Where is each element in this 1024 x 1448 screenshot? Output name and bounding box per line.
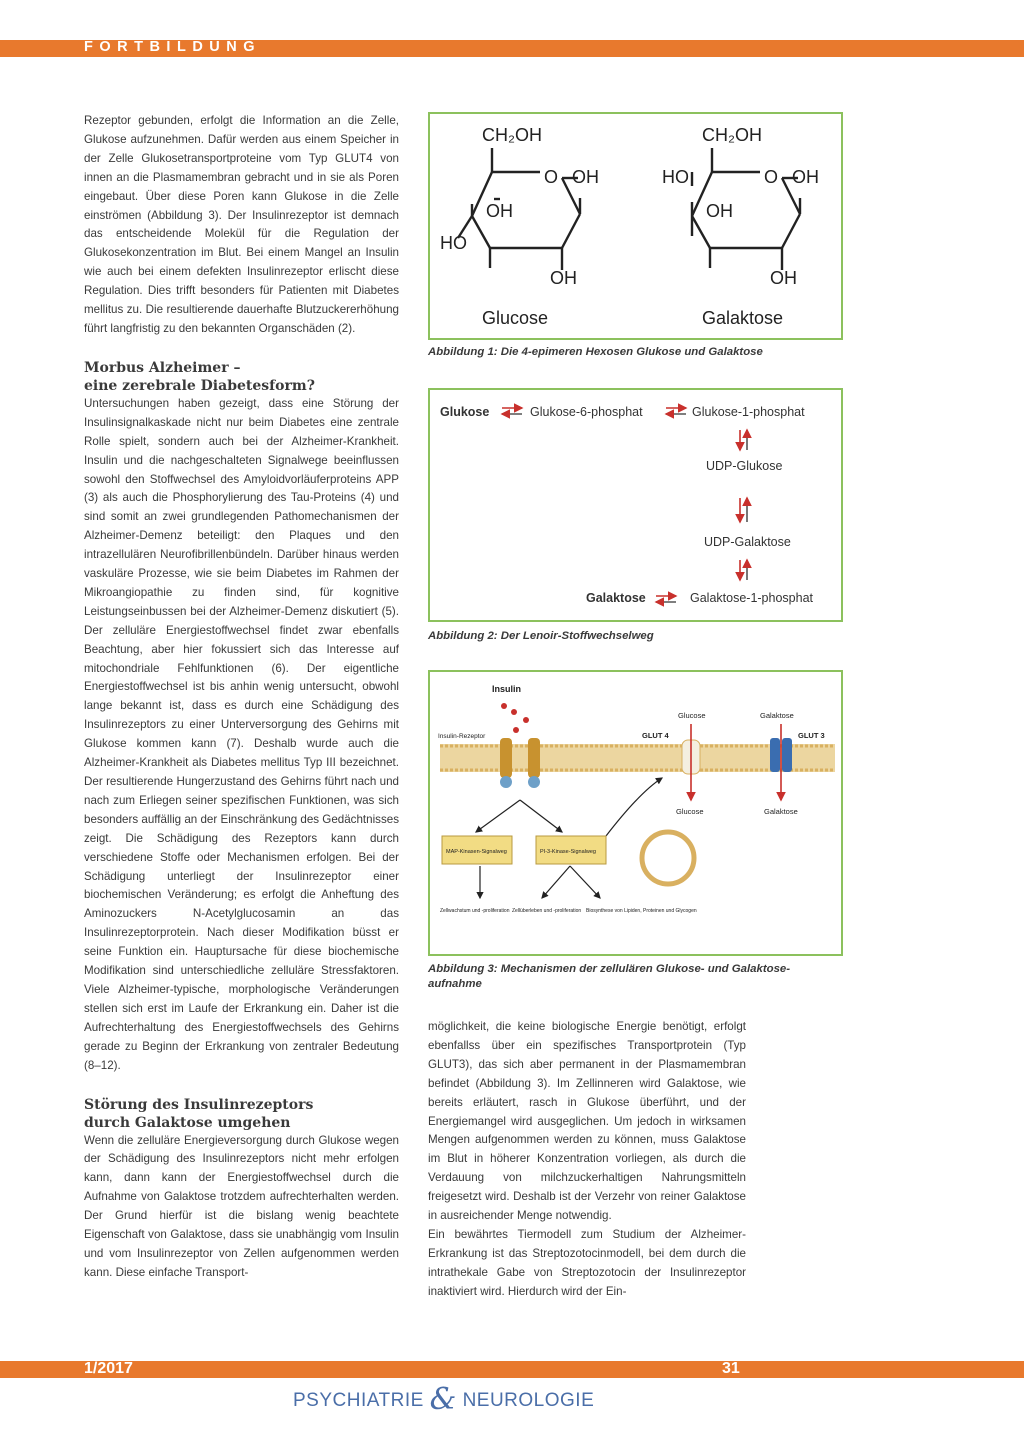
footer-bar: [0, 1361, 1024, 1378]
left-column: [84, 112, 399, 1283]
fig3-out1: Zellwachstum und -proliferation: [440, 908, 510, 914]
journal-name-right: NEUROLOGIE: [462, 1390, 595, 1411]
journal-ampersand: &: [429, 1382, 457, 1417]
fig1-glucose-name: Glucose: [482, 308, 549, 328]
fig2-udp-glukose: UDP-Glukose: [706, 459, 783, 473]
fig2-glukose: Glukose: [440, 405, 490, 419]
fig3-out2: Zellüberleben und -proliferation: [512, 908, 582, 914]
figure3-box: [428, 670, 843, 956]
right-paragraph-2: Ein bewährtes Tiermodell zum Studium der Alzheimer-Erkrankung ist das Streptozotocinmodell, bei dem durch die intrathekale Gabe von Streptozotocin der Insulinrezeptor inaktiviert wird. Hierdurch wird der Ein-: [428, 1227, 746, 1298]
journal-name-left: PSYCHIATRIE: [293, 1390, 424, 1411]
journal-logo: [293, 1382, 594, 1417]
figure2-box: [428, 388, 843, 622]
figure1-box: [428, 112, 843, 340]
right-column: [428, 1018, 746, 1302]
fig1-oh-bottom-left: OH: [550, 268, 577, 288]
issue-number: 1/2017: [84, 1360, 133, 1377]
section2-title-line2: durch Galaktose umgehen: [84, 1114, 291, 1131]
fig3-glut4-label: GLUT 4: [642, 731, 669, 740]
section2-title-line1: Störung des Insulinrezeptors: [84, 1096, 314, 1113]
fig3-insulin: Insulin: [492, 684, 521, 694]
header-bar: [0, 40, 1024, 57]
right-paragraph-1: möglichkeit, die keine biologische Energie benötigt, erfolgt ebenfallss über ein spezifisches Transportprotein (Typ GLUT3), das sich aber permanent in der Plasmamembran befindet (Abbildung 3). Im Zellinneren wird Galaktose, wie bereits erläutert, rasch in Glukose überführt, und der Energiemangel wird ausgeglichen. Um jedoch in wirksamen Mengen aufgenommen werden zu können, muss Galaktose im Blut in höherer Konzentration vorliegen, als durch die Verdauung von milchzuckerhaltigen Nahrungsmitteln freigesetzt wird. Deshalb ist der Verzehr von reiner Galaktose in ausreichender Menge notwendig.: [428, 1020, 746, 1223]
fig3-map-label: MAP-Kinasen-Signalweg: [446, 849, 507, 855]
section1-title: [84, 359, 399, 395]
fig3-galaktose-bottom: Galaktose: [764, 807, 798, 816]
fig1-ho-right: HO: [662, 167, 689, 187]
fig3-receptor-label: Insulin-Rezeptor: [438, 733, 486, 740]
fig1-oh-c4-right: OH: [706, 201, 733, 221]
fig3-glut3: [770, 738, 780, 772]
figure1-diagram: [430, 114, 841, 338]
figure3-diagram: [430, 672, 841, 954]
figure3-caption-line2: aufnahme: [428, 978, 482, 990]
section-label: FORTBILDUNG: [84, 39, 262, 55]
section1-title-line1: Morbus Alzheimer –: [84, 359, 241, 376]
section2-paragraph: Wenn die zelluläre Energieversorgung durch Glukose wegen der Schädigung des Insulinrezeptors nicht mehr erfolgen kann, dann kann der Energiestoffwechsel durch die Aufnahme von Galaktose trotzdem aufrechterhalten werden. Der Grund hierfür ist die bislang wenig beachtete Eigenschaft von Galaktose, dass sie unabhängig vom Insulin und vom Insulinrezeptor von Zellen aufgenommen werden kann. Diese einfache Transport-: [84, 1133, 399, 1279]
fig1-ch2oh-right: CH₂OH: [702, 125, 762, 145]
fig3-glucose-top: Glucose: [678, 711, 706, 720]
fig2-g6p: Glukose-6-phosphat: [530, 405, 643, 419]
fig3-glut3-label: GLUT 3: [798, 731, 825, 740]
fig3-receptor: [500, 738, 512, 778]
section2-title: [84, 1096, 399, 1132]
fig1-oh-anomeric-left: OH: [572, 167, 599, 187]
section1-title-line2: eine zerebrale Diabetesform?: [84, 377, 315, 394]
fig1-ho-left: HO: [440, 233, 467, 253]
fig1-o-left: O: [544, 167, 559, 187]
fig1-ch2oh-left: CH₂OH: [482, 125, 542, 145]
fig1-oh-c4-left: OH: [486, 201, 513, 221]
fig2-g1p: Glukose-1-phosphat: [692, 405, 805, 419]
fig3-vesicle: [642, 832, 694, 884]
section1-paragraph: Untersuchungen haben gezeigt, dass eine Störung der Insulinsignalkaskade nicht nur beim Diabetes eine zentrale Rolle spielt, sondern auch bei der Alzheimer-Krankheit. Insulin und die nachgeschalteten Signalwege beeinflussen sowohl den Stoffwechsel des Amyloidvorläuferproteins APP (3) als auch die Phosphorylierung des Tau-Proteins (4) und sind somit an zwei grundlegenden Pathomechanismen der Alzheimer-Demenz beteiligt: den Plaques und den intrazellulären Neurofibrillenbündeln. Darüber hinaus werden vaskuläre Prozesse, wie sie beim Diabetes im Rahmen der Mikroangiopathie zu finden sind, für kognitive Leistungseinbussen bei der Alzheimer-Demenz diskutiert (5). Der zelluläre Energiestoffwechsel findet zwar ebenfalls Beachtung, aber hier fokussiert sich das Interesse auf mitochondriale Fehlfunktionen (6). Der eigentliche Energiestoffwechsel ist bis anhin wenig untersucht, obwohl lange bekannt ist, dass es durch eine Schädigung des Insulinrezeptors zu einer Unterversorgung des Gehirns mit Glukose kommen kann (7). Deshalb wurde auch die Alzheimer-Krankheit als Diabetes mellitus Typ III bezeichnet. Der resultierende Hungerzustand des Gehirns führt nach und nach zum Erliegen seiner spezifischen Funktionen, was sich besonders auffällig an der Einschränkung des Gedächtnisses zeigt. Die Schädigung des Rezeptors kann durch verschiedene Stoffe oder Mechanismen erfolgen. Bei der Schädigung unterliegt der Insulinrezeptor einer biochemischen Veränderung; es erfolgt die Anheftung des Aminozuckers N-Acetylglucosamin an das Insulinrezeptorprotein. Nach dieser Modifikation büsst er seine Funktion ein. Hauptursache für diese biochemische Modifikation sind unterschiedliche zelluläre Stressfaktoren. Viele Alzheimer-typische, morphologische Veränderungen stellen sich erst im Laufe der Erkrankung ein. Daher ist die Aufrechterhaltung des Energiestoffwechsels des Gehirns gerade zu Beginn der Erkrankung von zentraler Bedeutung (8–12).: [84, 396, 399, 1072]
intro-paragraph: Rezeptor gebunden, erfolgt die Information an die Zelle, Glukose aufzunehmen. Dafür werden aus einem Speicher in der Zelle Glukosetransportproteine vom Typ GLUT4 von innen an die Plasmamembran gebracht und in sie als Poren eingebaut. Über diese Poren kann Glukose in die Zelle einströmen (Abbildung 3). Der Insulinrezeptor ist demnach das entscheidende Molekül für die Regulation der Glukosekonzentration im Blut. Bei einem Mangel an Insulin wie auch bei einem defekten Insulinrezeptor erlischt diese Regulation. Dies trifft besonders für Patienten mit Diabetes mellitus zu. Die resultierende dauerhafte Blutzuckererhöhung führt langfristig zu den bekannten Organschäden (2).: [84, 114, 399, 335]
fig3-glucose-bottom: Glucose: [676, 807, 704, 816]
fig3-galaktose-top: Galaktose: [760, 711, 794, 720]
fig2-udp-galaktose: UDP-Galaktose: [704, 535, 791, 549]
fig1-o-right: O: [764, 167, 779, 187]
fig1-galactose-name: Galaktose: [702, 308, 784, 328]
fig2-gal1p: Galaktose-1-phosphat: [690, 591, 813, 605]
figure2-diagram: [430, 390, 841, 620]
figure2-caption: Abbildung 2: Der Lenoir-Stoffwechselweg: [428, 630, 654, 642]
fig3-out3: Biosynthese von Lipiden, Proteinen und Glycogen: [586, 908, 697, 914]
figure3-caption: [428, 962, 848, 992]
page-number: 31: [722, 1360, 740, 1377]
fig2-galaktose: Galaktose: [586, 591, 646, 605]
fig1-oh-bottom-right: OH: [770, 268, 797, 288]
fig1-oh-anomeric-right: OH: [792, 167, 819, 187]
figure3-caption-line1: Abbildung 3: Mechanismen der zellulären Glukose- und Galaktose-: [428, 963, 791, 975]
figure1-caption: Abbildung 1: Die 4-epimeren Hexosen Glukose und Galaktose: [428, 346, 763, 358]
fig3-pi3-label: PI-3-Kinase-Signalweg: [540, 849, 596, 855]
